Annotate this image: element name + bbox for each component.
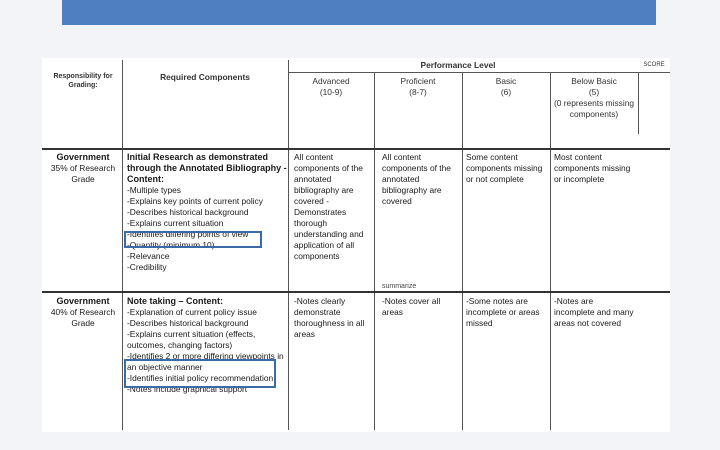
list-item: -Explains key points of current policy xyxy=(127,196,263,206)
row2-responsibility xyxy=(46,296,120,329)
row1-basic: Some content components missing or not complete xyxy=(466,152,543,184)
level-name: Basic xyxy=(495,76,517,86)
list-item: -Identifies 2 or more differing viewpoints in an objective manner xyxy=(127,351,284,372)
list-item: -Identifies initial policy recommendation xyxy=(127,373,274,383)
level-name: Below Basic xyxy=(571,76,617,86)
level-proficient xyxy=(374,76,462,98)
row2-below-basic: -Notes are incomplete and many areas not covered xyxy=(554,296,634,328)
list-item: -Describes historical background xyxy=(127,318,249,328)
row1-advanced: All content components of the annotated bibliography are covered -Demonstrates thorough understanding and application of all components xyxy=(294,152,364,261)
list-item: -Describes historical background xyxy=(127,207,249,217)
level-points: (8-7) xyxy=(409,87,427,97)
level-points: (6) xyxy=(500,87,512,97)
clipped-text: summarize xyxy=(382,283,417,290)
title-banner xyxy=(62,0,656,25)
level-points: (10-9) xyxy=(319,87,343,97)
level-name: Advanced xyxy=(312,76,350,86)
highlight-box xyxy=(124,359,276,388)
header-responsibility: Responsibility for Grading: xyxy=(53,73,113,89)
row2-weight: 40% of Research Grade xyxy=(50,307,116,328)
row2-basic: -Some notes are incomplete or areas missed xyxy=(466,296,540,328)
level-name: Proficient xyxy=(400,76,436,86)
level-below-basic xyxy=(550,76,638,120)
row2-advanced: -Notes clearly demonstrate thoroughness in all areas xyxy=(294,296,365,339)
row2-who: Government xyxy=(56,296,110,306)
row1-title: Initial Research as demonstrated through the Annotated Bibliography - Content: xyxy=(127,152,287,184)
list-item: -Explains current situation xyxy=(127,218,224,228)
row-divider xyxy=(42,148,670,150)
list-item: -Quantity (minimum 10) xyxy=(127,240,215,250)
level-basic xyxy=(462,76,550,98)
col-divider xyxy=(288,60,289,430)
list-item: -Multiple types xyxy=(127,185,181,195)
col-divider xyxy=(462,72,463,430)
level-note: (0 represents missing components) xyxy=(553,98,635,119)
col-divider xyxy=(374,72,375,430)
row2-proficient: -Notes cover all areas xyxy=(382,296,441,317)
list-item: -Identifies differing points of view xyxy=(127,229,249,239)
list-item: -Notes include graphical support xyxy=(127,384,248,394)
col-divider xyxy=(550,72,551,430)
row2-title: Note taking – Content: xyxy=(127,296,223,306)
level-advanced xyxy=(288,76,374,98)
list-item: -Credibility xyxy=(127,262,167,272)
list-item: -Relevance xyxy=(127,251,170,261)
row1-below-basic: Most content components missing or incomplete xyxy=(554,152,631,184)
row1-components xyxy=(127,152,287,273)
rubric-table xyxy=(42,58,670,432)
list-item: -Explains current situation (effects, outcomes, changing factors) xyxy=(127,329,256,350)
list-item: -Explanation of current policy issue xyxy=(127,307,257,317)
row1-weight: 35% of Research Grade xyxy=(50,163,116,184)
col-divider xyxy=(122,60,123,430)
highlight-box xyxy=(124,231,262,248)
row-divider xyxy=(42,291,670,293)
level-points: (5) xyxy=(588,87,600,97)
header-performance-level: Performance Level xyxy=(420,60,496,70)
col-divider xyxy=(638,72,639,134)
row-divider xyxy=(288,72,670,73)
header-required-components: Required Components xyxy=(160,72,250,82)
row1-who: Government xyxy=(56,152,110,162)
row1-responsibility xyxy=(46,152,120,185)
row1-proficient: All content components of the annotated bibliography are covered xyxy=(382,152,451,206)
header-score: SCORE xyxy=(643,62,665,68)
